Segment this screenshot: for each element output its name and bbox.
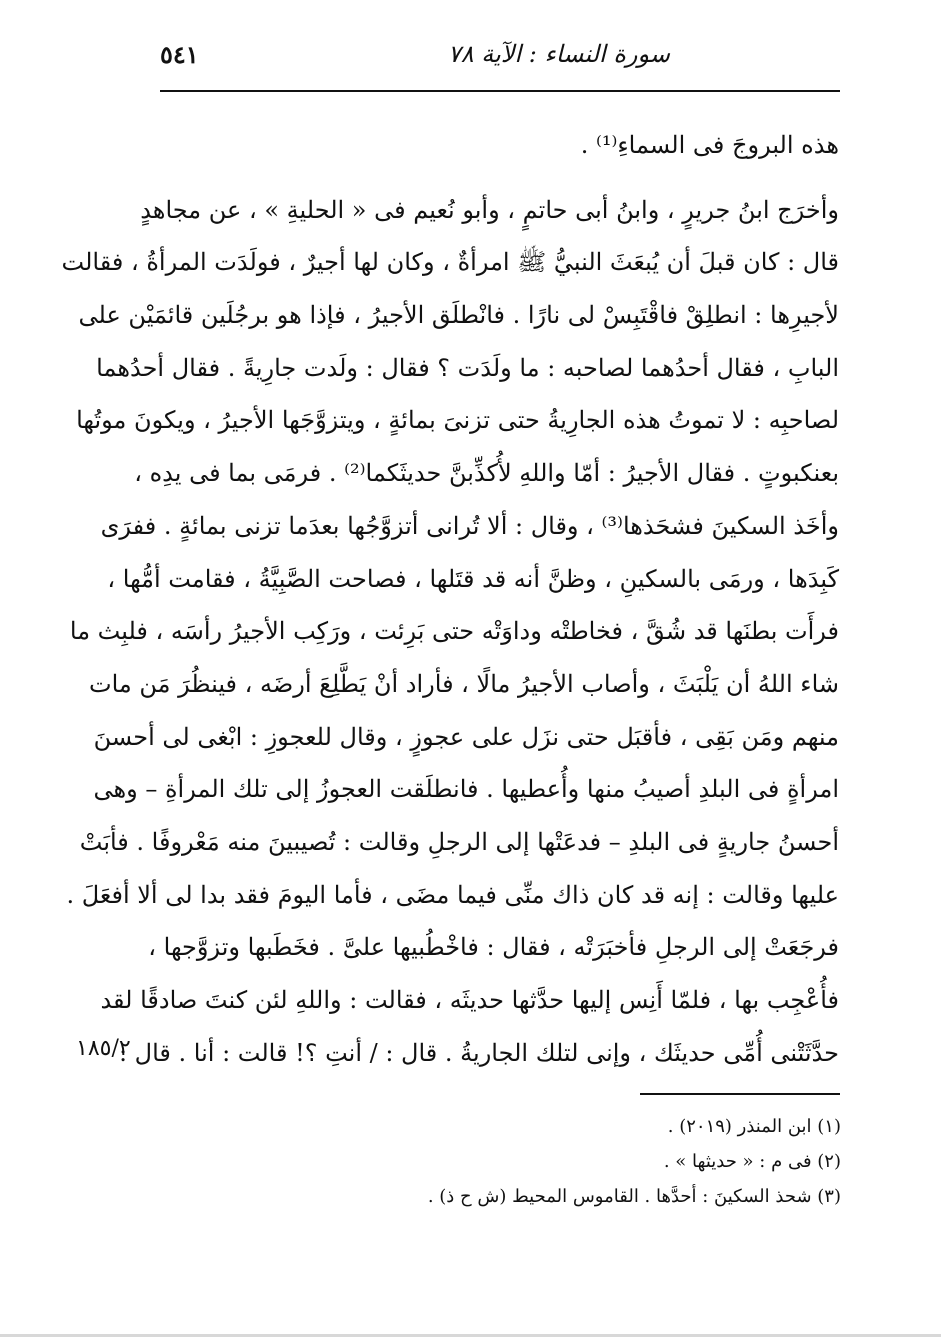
footnote: (٣) شحذ السكينَ : أحدَّها . القاموس المحيط (ش ح ذ) . bbox=[427, 1186, 841, 1207]
running-title: سورة النساء : الآية ٧٨ bbox=[447, 40, 670, 68]
body-line: قال : كان قبلَ أن يُبعَثَ النبيُّ ﷺ امرأةٌ ، وكان لها أجيرٌ ، فولَدَت المرأةُ ، فقالت bbox=[61, 248, 839, 276]
body-line: بعنكبوتٍ . فقال الأجيرُ : أمّا واللهِ لأُكذِّبنَّ حديثَكما⁽²⁾ . فرمَى بما فى يدِه ، bbox=[134, 459, 839, 487]
header-rule bbox=[160, 90, 840, 92]
body-line: شاء اللهُ أن يَلْبَثَ ، وأصاب الأجيرُ مالًا ، فأراد أنْ يَطَّلِعَ أرضَه ، فينظُرَ مَن مات bbox=[89, 670, 839, 698]
body-line: فرجَعَتْ إلى الرجلِ فأخبَرَتْه ، فقال : فاخْطُبيها علىَّ . فخَطَبها وتزوَّجها ، bbox=[148, 933, 839, 961]
body-line: عليها وقالت : إنه قد كان ذاك منِّى فيما مضَى ، فأما اليومَ فقد بدا لى ألا أفعَلَ . bbox=[66, 881, 839, 909]
body-line: منهم ومَن بَقِى ، فأقبَل حتى نزَل على عجوزٍ ، وقال للعجوزِ : ابْغى لى أحسنَ bbox=[93, 723, 839, 751]
body-line: امرأةٍ فى البلدِ أصيبُ منها وأُعطيها . فانطلَقت العجوزُ إلى تلك المرأةِ – وهى bbox=[93, 775, 839, 803]
body-line: فرأَت بطنَها قد شُقَّ ، فخاطتْه وداوَتْه حتى بَرِئت ، ورَكِب الأجيرُ رأسَه ، فلبِث ما bbox=[69, 617, 839, 645]
body-line: فأُعْجِب بها ، فلمّا أَنِس إليها حدَّثها حديثَه ، فقالت : واللهِ لئن كنتَ صادقًا لقد bbox=[100, 986, 839, 1014]
body-line: أحسنُ جاريةٍ فى البلدِ – فدعَتْها إلى الرجلِ وقالت : تُصيبينَ منه مَعْروفًا . فأبَتْ bbox=[79, 828, 839, 856]
body-line: لصاحبِه : لا تموتُ هذه الجارِيةُ حتى تزنىَ بمائةٍ ، ويتزوَّجَها الأجيرُ ، ويكونَ موتُها bbox=[76, 406, 839, 434]
body-line: وأخرَج ابنُ جريرٍ ، وابنُ أبى حاتمٍ ، وأبو نُعيم فى « الحليةِ » ، عن مجاهدٍ bbox=[140, 196, 839, 224]
page-header bbox=[160, 38, 840, 78]
footnote-rule bbox=[640, 1093, 840, 1095]
body-line: هذه البروجَ فى السماءِ⁽¹⁾ . bbox=[580, 131, 839, 159]
body-line: كَبِدَها ، ورمَى بالسكينِ ، وظنَّ أنه قد قتَلها ، فصاحت الصَّبِيَّةُ ، فقامت أمُّها ، bbox=[107, 565, 839, 593]
body-line: البابِ ، فقال أحدُهما لصاحبه : ما ولَدَت ؟ فقال : ولَدت جارِيةً . فقال أحدُهما bbox=[96, 354, 839, 382]
body-line: لأجيرِها : انطلِقْ فاقْتَبِسْ لى نارًا . فانْطلَق الأجيرُ ، فإذا هو برجُلَين قائمَيْن على bbox=[78, 301, 839, 329]
margin-reference: ١٨٥/٢ bbox=[76, 1036, 131, 1061]
footnote: (١) ابن المنذر (٢٠١٩) . bbox=[667, 1116, 841, 1137]
body-line: حدَّثَتْنى أُمِّى حديثَك ، وإنى لتلك الجاريةُ . قال : / أنتِ ؟! قالت : أنا . قال : bbox=[118, 1039, 839, 1067]
body-line: وأخَذ السكينَ فشحَذها⁽³⁾ ، وقال : ألا تُرانى أتزوَّجُها بعدَما تزنى بمائةٍ . ففرَى bbox=[100, 512, 839, 540]
footnote: (٢) فى م : « حديثها » . bbox=[663, 1151, 841, 1172]
page-number: ٥٤١ bbox=[160, 40, 199, 69]
